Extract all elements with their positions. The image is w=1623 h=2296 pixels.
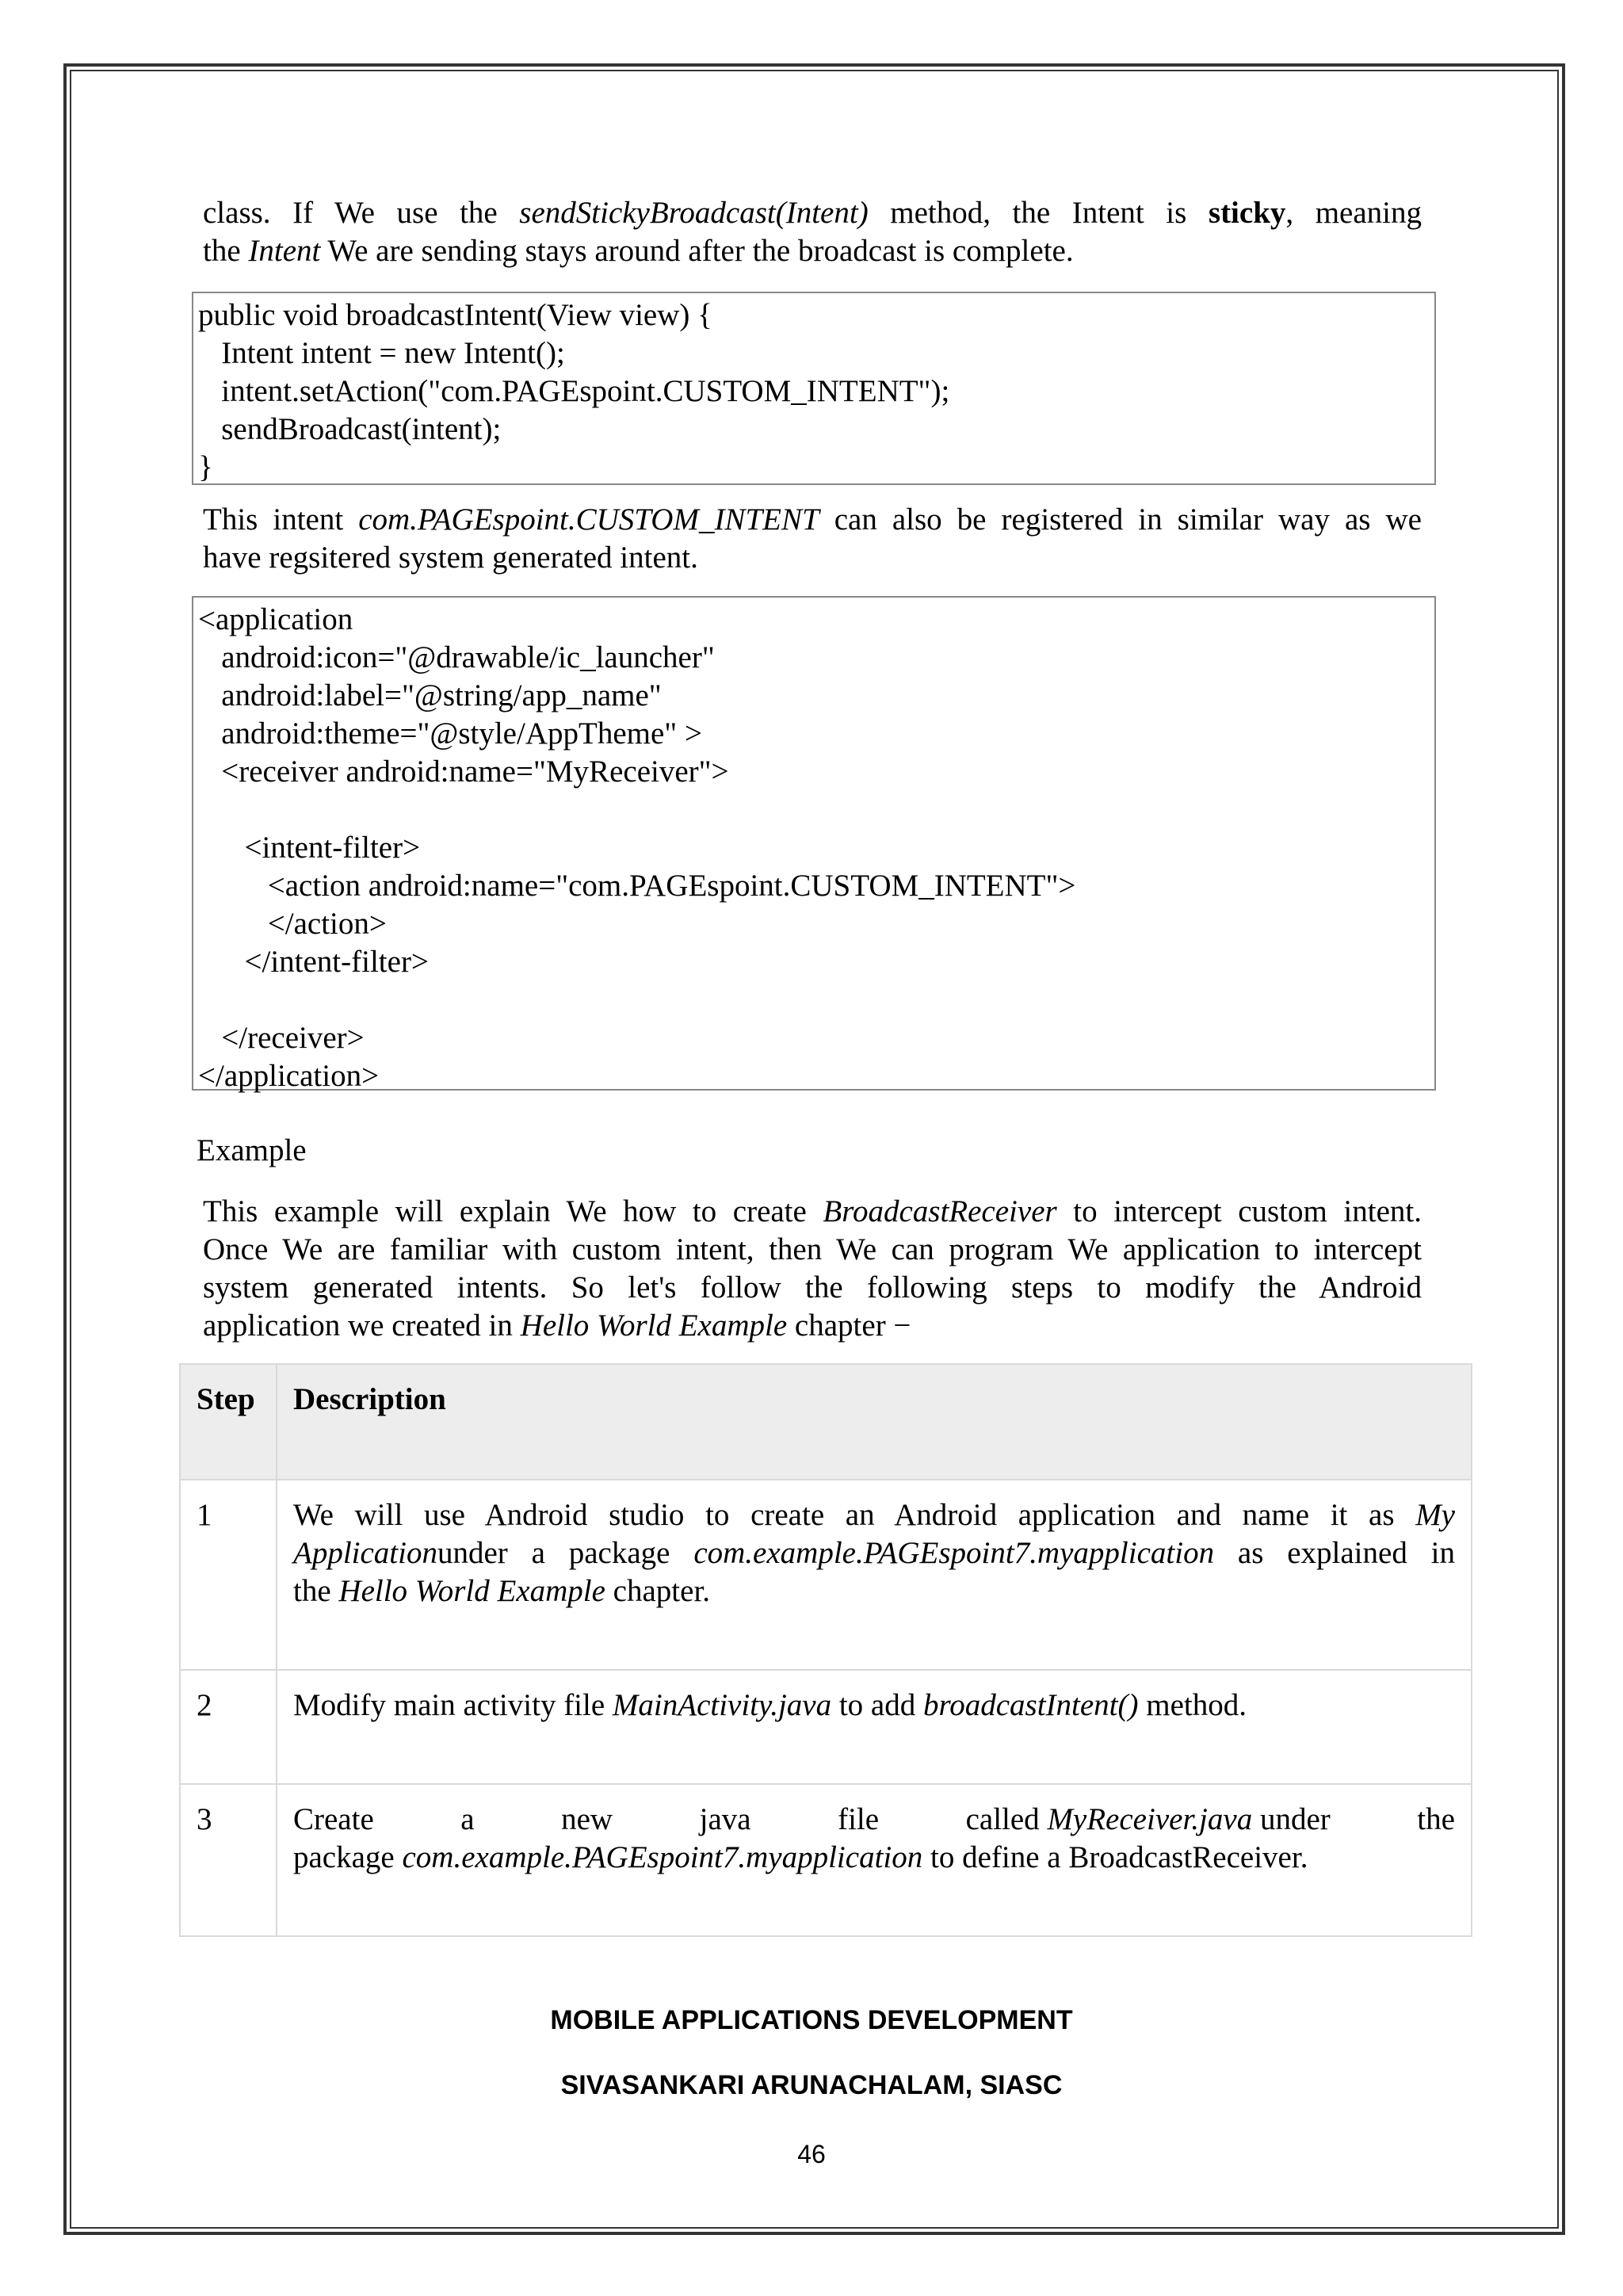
desc-line — [293, 1534, 1455, 1572]
header-step: Step — [180, 1364, 277, 1480]
table-header-row — [180, 1364, 1472, 1480]
code-line — [198, 791, 1430, 829]
code-line: } — [198, 450, 213, 484]
para3-line-2: Once We are familiar with custom intent, then We can program We application to intercept — [203, 1232, 1422, 1266]
code-line: intent.setAction("com.PAGEspoint.CUSTOM_INTENT"); — [198, 374, 950, 408]
italic-term: Intent — [248, 234, 321, 268]
para3-line-1 — [203, 1193, 1422, 1231]
step-number: 3 — [180, 1784, 277, 1936]
code-line: android:label="@string/app_name" — [198, 678, 662, 712]
desc-line — [293, 1839, 1455, 1877]
method-name: sendStickyBroadcast(Intent) — [519, 196, 869, 230]
code-line: Intent intent = new Intent(); — [198, 336, 565, 370]
para2-line-1 — [203, 501, 1422, 539]
text: chapter. — [605, 1574, 711, 1608]
para2-line-2: have regsitered system generated intent. — [203, 541, 698, 575]
page-number: 46 — [797, 2140, 826, 2168]
text: We will use Android studio to create an Android application and name it as — [293, 1498, 1416, 1532]
intro-paragraph — [203, 194, 1422, 270]
text: package — [293, 1840, 403, 1874]
footer-author: SIVASANKARI ARUNACHALAM, SIASC — [560, 2070, 1063, 2100]
italic-term: broadcastIntent() — [923, 1688, 1139, 1722]
code-line: android:theme="@style/AppTheme" > — [198, 716, 702, 751]
intro-line-1 — [203, 194, 1422, 232]
text: to define a BroadcastReceiver. — [922, 1840, 1308, 1874]
text: file — [838, 1802, 880, 1836]
code-line: <receiver android:name="MyReceiver"> — [198, 755, 729, 789]
step-description — [277, 1480, 1472, 1670]
footer-course-title: MOBILE APPLICATIONS DEVELOPMENT — [550, 2005, 1073, 2035]
text: to add — [831, 1688, 923, 1722]
code-block-manifest — [192, 596, 1436, 1091]
step-description — [277, 1670, 1472, 1784]
text: the — [1417, 1802, 1455, 1836]
code-line: public void broadcastIntent(View view) { — [198, 298, 712, 332]
code-line: </action> — [198, 907, 387, 941]
text: method, the Intent is — [868, 196, 1209, 230]
code-line: </receiver> — [198, 1021, 365, 1055]
text: Modify main activity file — [293, 1688, 613, 1722]
text: under a package — [437, 1536, 694, 1570]
text: the — [293, 1574, 339, 1608]
italic-term: My — [1415, 1498, 1455, 1532]
step-description — [277, 1784, 1472, 1936]
paragraph-custom-intent — [203, 501, 1422, 577]
text: We are sending stays around after the broadcast is complete. — [320, 234, 1074, 268]
example-heading: Example — [197, 1133, 307, 1167]
italic-term: com.example.PAGEspoint7.myapplication — [693, 1536, 1215, 1570]
text: Create — [293, 1802, 374, 1836]
desc-line — [293, 1496, 1455, 1534]
intro-line-2 — [203, 232, 1422, 270]
text: This intent — [203, 502, 359, 537]
code-block-broadcast-intent — [192, 292, 1436, 485]
italic-term: com.example.PAGEspoint7.myapplication — [402, 1840, 923, 1874]
text: a — [460, 1802, 475, 1836]
step-number: 2 — [180, 1670, 277, 1784]
text: , meaning — [1285, 196, 1422, 230]
table-row — [180, 1784, 1472, 1936]
table-row — [180, 1670, 1472, 1784]
text: under — [1252, 1802, 1331, 1836]
text: class. If We use the — [203, 196, 520, 230]
steps-table — [179, 1363, 1472, 1937]
text: as explained in — [1214, 1536, 1455, 1570]
code-line: </intent-filter> — [198, 945, 429, 979]
header-description: Description — [277, 1364, 1472, 1480]
example-paragraph — [203, 1193, 1422, 1345]
text: java — [699, 1802, 751, 1836]
text: the — [203, 234, 249, 268]
para3-line-3: system generated intents. So let's follow the following steps to modify the Android — [203, 1270, 1422, 1305]
code-line: </application> — [198, 1059, 380, 1093]
italic-term: Hello World Example — [338, 1574, 605, 1608]
desc-line — [293, 1801, 1455, 1839]
desc-line — [293, 1572, 1455, 1610]
text: can also be registered in similar way as we — [819, 502, 1422, 537]
code-line: <application — [198, 602, 353, 636]
text: method. — [1138, 1688, 1247, 1722]
text: new — [561, 1802, 613, 1836]
text: called — [965, 1802, 1048, 1836]
italic-term: BroadcastReceiver — [823, 1194, 1057, 1228]
text: chapter − — [787, 1308, 911, 1343]
code-line — [198, 981, 1430, 1019]
code-line: <action android:name="com.PAGEspoint.CUSTOM_INTENT"> — [198, 869, 1076, 903]
desc-line — [293, 1687, 1455, 1725]
text: application we created in — [203, 1308, 521, 1343]
italic-term: com.PAGEspoint.CUSTOM_INTENT — [358, 502, 819, 537]
code-line: android:icon="@drawable/ic_launcher" — [198, 640, 715, 674]
table-row — [180, 1480, 1472, 1670]
code-line: sendBroadcast(intent); — [198, 412, 502, 446]
step-number: 1 — [180, 1480, 277, 1670]
italic-term: Application — [293, 1536, 437, 1570]
text — [966, 1801, 1331, 1839]
text: to intercept custom intent. — [1056, 1194, 1422, 1228]
italic-term: MainActivity.java — [612, 1688, 832, 1722]
italic-term: Hello World Example — [520, 1308, 788, 1343]
code-line: <intent-filter> — [198, 831, 421, 865]
italic-term: MyReceiver.java — [1047, 1802, 1253, 1836]
text: This example will explain We how to create — [203, 1194, 823, 1228]
para3-line-4 — [203, 1307, 1422, 1345]
bold-term: sticky — [1208, 196, 1286, 230]
